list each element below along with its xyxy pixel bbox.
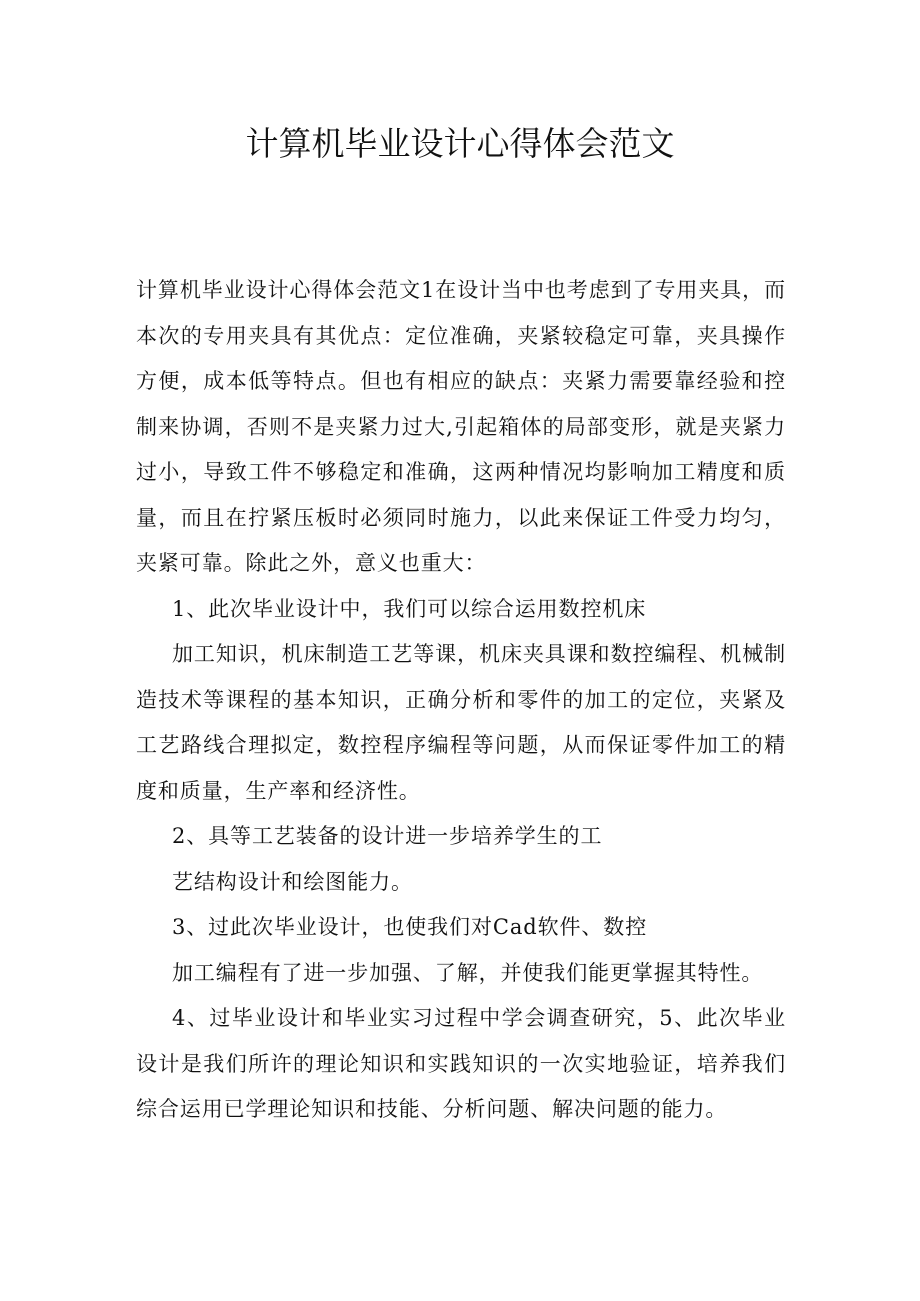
paragraph-item-3-body: 加工编程有了进一步加强、了解，并使我们能更掌握其特性。	[172, 960, 764, 985]
paragraph-item-4-5: 4、过毕业设计和毕业实习过程中学会调查研究，5、此次毕业设计是我们所许的理论知识和实践知识的一次实地验证，培养我们综合运用已学理论知识和技能、分析问题、解决问题的能力。	[136, 1006, 786, 1121]
paragraph-intro: 计算机毕业设计心得体会范文1在设计当中也考虑到了专用夹具，而本次的专用夹具有其优点：定位准确，夹紧较稳定可靠，夹具操作方便，成本低等特点。但也有相应的缺点：夹紧力需要靠经验和控制来协调，否则不是夹紧力过大,引起箱体的局部变形，就是夹紧力过小，导致工件不够稳定和准确，这两种情况均影响加工精度和质量，而且在拧紧压板时必须同时施力，以此来保证工件受力均匀，夹紧可靠。除此之外，意义也重大：	[136, 278, 786, 575]
paragraph-item-3-heading: 3、过此次毕业设计，也使我们对Cad软件、数控	[172, 915, 648, 939]
paragraph-item-1-heading: 1、此次毕业设计中，我们可以综合运用数控机床	[172, 596, 647, 621]
paragraph-item-1-body: 加工知识，机床制造工艺等课，机床夹具课和数控编程、机械制造技术等课程的基本知识，正确分析和零件的加工的定位，夹紧及工艺路线合理拟定，数控程序编程等问题，从而保证零件加工的精度和质量，生产率和经济性。	[136, 642, 786, 803]
document-body	[136, 268, 786, 1133]
document-title: 计算机毕业设计心得体会范文	[245, 124, 675, 163]
paragraph-item-2-heading: 2、具等工艺装备的设计进一步培养学生的工	[172, 824, 603, 848]
paragraph-item-2-body: 艺结构设计和绘图能力。	[172, 869, 413, 894]
